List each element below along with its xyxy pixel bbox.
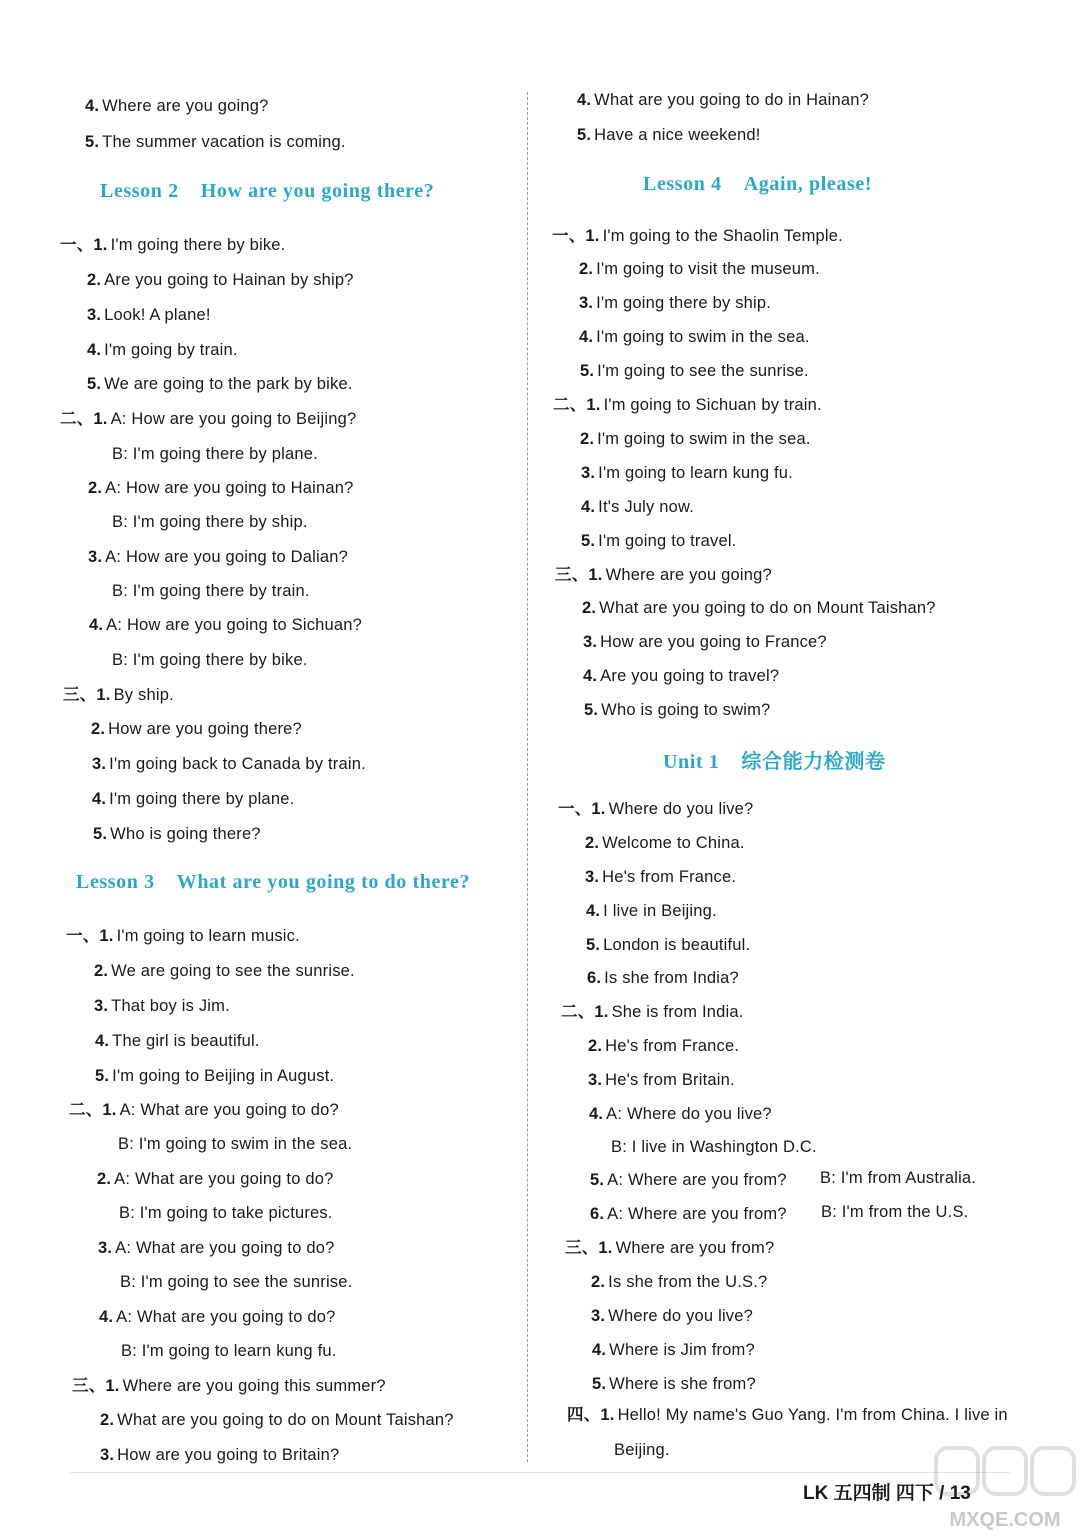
answer-number: 2.	[591, 1273, 606, 1291]
answer-text: B: I'm going to take pictures.	[119, 1204, 333, 1222]
answer-text: What are you going to do in Hainan?	[594, 91, 870, 109]
answer-line	[561, 1002, 744, 1022]
answer-line	[94, 996, 230, 1016]
answer-text: Where are you going this summer?	[122, 1377, 386, 1395]
answer-number: 3.	[579, 294, 594, 312]
answer-text: Is she from the U.S.?	[608, 1273, 768, 1291]
answer-line	[588, 1070, 735, 1090]
answer-line	[565, 1238, 774, 1258]
answer-line	[586, 901, 717, 921]
heading-lesson-label: Unit 1	[663, 751, 720, 773]
answer-line	[586, 935, 750, 955]
answer-text: I'm going to visit the museum.	[596, 260, 820, 278]
answer-line	[92, 754, 366, 774]
answer-line	[100, 1445, 339, 1465]
answer-line	[592, 1374, 756, 1394]
answer-line	[118, 1134, 352, 1154]
answer-number: 3.	[591, 1307, 606, 1325]
answer-number: 5.	[592, 1375, 607, 1393]
section-heading	[643, 173, 872, 196]
answer-text: I'm going there by plane.	[109, 790, 295, 808]
column-divider	[527, 92, 528, 1462]
answer-line	[591, 1306, 753, 1326]
answer-number: 2.	[100, 1411, 115, 1429]
answer-number: 二、1.	[69, 1101, 117, 1119]
answer-line	[119, 1203, 333, 1223]
answer-number: 4.	[85, 97, 100, 115]
answer-text: I'm going back to Canada by train.	[109, 755, 366, 773]
answer-text: How are you going to Britain?	[117, 1446, 340, 1464]
heading-title: What are you going to do there?	[176, 871, 471, 893]
answer-text: What are you going to do on Mount Taishan?	[599, 599, 936, 617]
answer-text: He's from France.	[602, 868, 737, 886]
heading-title: Again, please!	[743, 173, 873, 195]
answer-text: A: What are you going to do?	[115, 1239, 335, 1257]
section-heading	[100, 180, 434, 203]
answer-line	[581, 531, 736, 551]
answer-line	[93, 824, 261, 844]
answer-text: B: I'm going to see the sunrise.	[120, 1273, 353, 1291]
answer-text: It's July now.	[598, 498, 694, 516]
answer-number: 2.	[91, 720, 106, 738]
answer-number: 5.	[85, 133, 100, 151]
answer-number: 三、1.	[555, 566, 603, 584]
answer-line	[87, 374, 353, 394]
answer-line	[95, 1066, 334, 1086]
answer-number: 5.	[580, 362, 595, 380]
answer-line	[112, 650, 308, 670]
answer-line	[92, 789, 294, 809]
answer-text: Who is going there?	[110, 825, 261, 843]
heading-lesson-label: Lesson 4	[643, 173, 722, 195]
answer-number: 4.	[579, 328, 594, 346]
answer-number: 6.	[587, 969, 602, 987]
answer-text: A: What are you going to do?	[114, 1170, 334, 1188]
answer-number: 4.	[87, 341, 102, 359]
answer-text: Are you going to Hainan by ship?	[104, 271, 354, 289]
answer-text: A: How are you going to Sichuan?	[106, 616, 363, 634]
answer-text: A: How are you going to Hainan?	[105, 479, 354, 497]
answer-number: 3.	[581, 464, 596, 482]
answer-text: B: I'm going to learn kung fu.	[121, 1342, 337, 1360]
answer-text: B: I'm from Australia.	[820, 1169, 977, 1187]
answer-line	[87, 270, 354, 290]
watermark-site-text: MXQE.COM	[949, 1509, 1061, 1531]
answer-line	[580, 429, 811, 449]
answer-number: 3.	[87, 306, 102, 324]
answer-number: 三、1.	[63, 686, 111, 704]
answer-number: 2.	[97, 1170, 112, 1188]
answer-line	[585, 867, 736, 887]
answer-number: 4.	[577, 91, 592, 109]
answer-text: How are you going to France?	[600, 633, 827, 651]
answer-line	[581, 497, 694, 517]
answer-line	[60, 235, 285, 255]
answer-line	[587, 968, 739, 988]
answer-line	[591, 1272, 767, 1292]
answer-text: Welcome to China.	[602, 834, 745, 852]
answer-number: 3.	[92, 755, 107, 773]
answer-text: Who is going to swim?	[601, 701, 771, 719]
heading-lesson-label: Lesson 3	[76, 871, 155, 893]
answer-text: B: I'm going there by ship.	[112, 513, 308, 531]
answer-line	[580, 361, 809, 381]
answer-text: By ship.	[113, 686, 174, 704]
answer-line	[577, 125, 761, 145]
answer-number: 2.	[94, 962, 109, 980]
answer-number: 2.	[88, 479, 103, 497]
answer-line	[88, 478, 354, 498]
answer-line	[582, 598, 936, 618]
answer-text: B: I'm from the U.S.	[821, 1203, 969, 1221]
answer-text: I'm going to learn music.	[116, 927, 300, 945]
answer-text: A: How are you going to Dalian?	[105, 548, 349, 566]
answer-line	[98, 1238, 335, 1258]
answer-line	[100, 1410, 454, 1430]
answer-line	[72, 1376, 386, 1396]
answer-line	[112, 444, 318, 464]
answer-number: 2.	[580, 430, 595, 448]
answer-number: 三、1.	[72, 1377, 120, 1395]
answer-text: Is she from India?	[604, 969, 739, 987]
answer-line	[99, 1307, 336, 1327]
answer-line	[91, 719, 302, 739]
answer-number: 2.	[585, 834, 600, 852]
answer-number: 一、1.	[60, 236, 108, 254]
answer-line	[97, 1169, 334, 1189]
answer-line	[579, 293, 771, 313]
answer-text: A: What are you going to do?	[116, 1308, 336, 1326]
answer-text: I'm going to Beijing in August.	[112, 1067, 335, 1085]
answer-text: Where are you going?	[102, 97, 269, 115]
answer-line	[584, 700, 770, 720]
answer-line	[585, 833, 745, 853]
answer-number: 3.	[100, 1446, 115, 1464]
answer-text: B: I'm going to swim in the sea.	[118, 1135, 353, 1153]
answer-text: Where is she from?	[609, 1375, 756, 1393]
answer-text: I'm going to learn kung fu.	[598, 464, 793, 482]
answer-number: 5.	[590, 1171, 605, 1189]
answer-number: 二、1.	[60, 410, 108, 428]
answer-number: 四、1.	[567, 1406, 615, 1424]
answer-line	[555, 565, 772, 585]
answer-text: How are you going there?	[108, 720, 302, 738]
answer-text: Look! A plane!	[104, 306, 211, 324]
section-heading	[663, 745, 886, 774]
answer-number: 3.	[588, 1071, 603, 1089]
answer-text: I'm going to the Shaolin Temple.	[602, 227, 843, 245]
answer-line	[120, 1272, 352, 1292]
answer-line	[63, 685, 174, 705]
answer-number: 5.	[581, 532, 596, 550]
answer-line	[66, 926, 300, 946]
answer-line	[69, 1100, 339, 1120]
answer-number: 3.	[94, 997, 109, 1015]
answer-number: 一、1.	[66, 927, 114, 945]
answer-line	[87, 305, 211, 325]
answer-text: B: I'm going there by plane.	[112, 445, 318, 463]
answer-line	[579, 327, 810, 347]
answer-line	[583, 666, 779, 686]
answer-line	[579, 259, 820, 279]
answer-text: Hello! My name's Guo Yang. I'm from China. I live in	[617, 1406, 1008, 1424]
answer-text: Where are you going?	[605, 566, 772, 584]
answer-text: The girl is beautiful.	[112, 1032, 260, 1050]
answer-text: I live in Beijing.	[603, 902, 717, 920]
answer-text: Have a nice weekend!	[594, 126, 761, 144]
answer-text: We are going to see the sunrise.	[111, 962, 355, 980]
answer-line	[567, 1405, 1008, 1425]
answer-line	[95, 1031, 260, 1051]
answer-number: 4.	[592, 1341, 607, 1359]
answer-text: A: What are you going to do?	[119, 1101, 339, 1119]
answer-text: We are going to the park by bike.	[104, 375, 353, 393]
answer-text: I'm going there by ship.	[596, 294, 772, 312]
heading-title: 综合能力检测卷	[741, 751, 886, 773]
answer-number: 4.	[92, 790, 107, 808]
answer-number: 二、1.	[553, 396, 601, 414]
answer-number: 4.	[89, 616, 104, 634]
answer-line	[89, 615, 362, 635]
heading-title: How are you going there?	[200, 180, 435, 202]
answer-number: 4.	[583, 667, 598, 685]
answer-line	[589, 1104, 772, 1124]
answer-line	[558, 799, 753, 819]
answer-number: 5.	[87, 375, 102, 393]
answer-text: London is beautiful.	[603, 936, 751, 954]
answer-line	[85, 132, 346, 152]
answer-line	[112, 581, 310, 601]
answer-text: Where are you from?	[615, 1239, 775, 1257]
answer-line	[112, 512, 308, 532]
answer-number: 2.	[582, 599, 597, 617]
answer-number: 6.	[590, 1205, 605, 1223]
answer-text: The summer vacation is coming.	[102, 133, 346, 151]
answer-number: 5.	[577, 126, 592, 144]
answer-text: That boy is Jim.	[111, 997, 230, 1015]
answer-text: I'm going there by bike.	[110, 236, 286, 254]
answer-number: 3.	[88, 548, 103, 566]
answer-text: I'm going to see the sunrise.	[597, 362, 809, 380]
answer-number: 5.	[584, 701, 599, 719]
answer-number: 4.	[589, 1105, 604, 1123]
answer-text: Where do you live?	[608, 1307, 754, 1325]
answer-number: 3.	[583, 633, 598, 651]
answer-line	[614, 1440, 670, 1460]
answer-line	[85, 96, 269, 116]
answer-text: B: I live in Washington D.C.	[611, 1138, 817, 1156]
answer-number: 4.	[99, 1308, 114, 1326]
answer-number: 一、1.	[558, 800, 606, 818]
answer-text: Beijing.	[614, 1441, 670, 1459]
answer-text: B: I'm going there by train.	[112, 582, 310, 600]
answer-line	[581, 463, 793, 483]
answer-number: 二、1.	[561, 1003, 609, 1021]
answer-line	[588, 1036, 739, 1056]
answer-text: A: Where are you from?	[607, 1171, 787, 1189]
answer-line	[583, 632, 827, 652]
answer-number: 2.	[579, 260, 594, 278]
answer-text: She is from India.	[611, 1003, 744, 1021]
answer-text: He's from Britain.	[605, 1071, 735, 1089]
answer-number: 3.	[585, 868, 600, 886]
answer-number: 2.	[87, 271, 102, 289]
answer-text: A: Where are you from?	[607, 1205, 787, 1223]
answer-line	[553, 395, 822, 415]
answer-text: Where do you live?	[608, 800, 754, 818]
answer-number: 一、1.	[552, 227, 600, 245]
answer-text: Where is Jim from?	[609, 1341, 755, 1359]
answer-text: He's from France.	[605, 1037, 740, 1055]
answer-number: 4.	[581, 498, 596, 516]
heading-lesson-label: Lesson 2	[100, 180, 179, 202]
section-heading	[76, 871, 470, 894]
answer-text: A: How are you going to Beijing?	[110, 410, 357, 428]
answer-number: 5.	[95, 1067, 110, 1085]
answer-line	[590, 1204, 787, 1224]
page-footer: LK 五四制 四下 / 13	[803, 1483, 971, 1504]
answer-text: I'm going to Sichuan by train.	[603, 396, 822, 414]
answer-number: 三、1.	[565, 1239, 613, 1257]
answer-line	[611, 1137, 817, 1157]
answer-text: I'm going to swim in the sea.	[596, 328, 810, 346]
answer-line	[592, 1340, 755, 1360]
answer-text: A: Where do you live?	[606, 1105, 772, 1123]
answer-number: 3.	[98, 1239, 113, 1257]
answer-line	[552, 226, 843, 246]
answer-number: 4.	[586, 902, 601, 920]
answer-text: B: I'm going there by bike.	[112, 651, 308, 669]
answer-line	[821, 1202, 968, 1222]
answer-text: Are you going to travel?	[600, 667, 780, 685]
answer-line	[577, 90, 869, 110]
answer-text: I'm going by train.	[104, 341, 238, 359]
answer-text: I'm going to swim in the sea.	[597, 430, 811, 448]
answer-number: 5.	[586, 936, 601, 954]
answer-number: 4.	[95, 1032, 110, 1050]
footer-rule	[70, 1472, 1010, 1473]
answer-number: 2.	[588, 1037, 603, 1055]
answer-line	[590, 1170, 787, 1190]
answer-line	[60, 409, 356, 429]
answer-line	[88, 547, 348, 567]
answer-line	[87, 340, 238, 360]
watermark-logo	[930, 1440, 1080, 1536]
answer-line	[94, 961, 355, 981]
answer-text: I'm going to travel.	[598, 532, 737, 550]
answer-number: 5.	[93, 825, 108, 843]
answer-line	[820, 1168, 976, 1188]
answer-line	[121, 1341, 337, 1361]
answer-text: What are you going to do on Mount Taishan?	[117, 1411, 454, 1429]
